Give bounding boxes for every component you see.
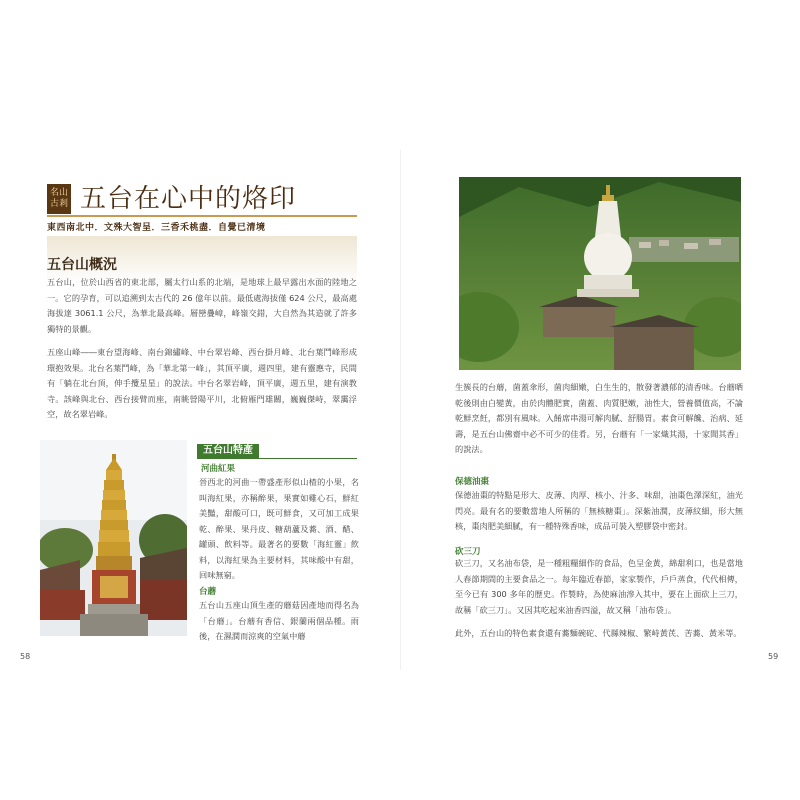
page-number-right: 59 [768,652,779,661]
page-gutter [400,150,401,670]
specialty-item-title: 砍三刀 [455,547,481,557]
white-stupa-photo [459,177,741,370]
golden-pagoda-photo [40,440,187,636]
specialty-item-title: 保德油棗 [455,477,490,487]
specialty-item-text: 砍三刀，又名油布袋，是一種粗糧細作的食品，色呈金黃，綿甜利口，也是當地人春節期間的主要食品之一。每年臨近春節，家家製作，戶戶蒸食，代代相傳，至今已有 300 多年的歷史。作製時，為使麻油滲入其中，要在上面砍上三刀，故稱「砍三刀」。又因其吃起來油香四溢，故又稱「油布袋」。 [455,558,743,615]
badge-line-1: 名山 [49,188,68,198]
white-stupa-illustration [459,177,741,370]
specialty-item-title: 河曲紅果 [201,464,236,474]
category-badge [47,184,71,214]
specialty-tag: 五台山特產 [197,444,259,458]
specialty-item-text: 五台山五座山頂生產的蘑菇因產地而得名為「台蘑」。台蘑有香信、銀蘭兩個品種。雨後，在濕潤而涼爽的空氣中蘑 [199,600,359,641]
specialty-item-text: 保德油棗的特點是形大、皮薄、肉厚、核小、汁多、味甜，油棗色澤深紅，油光閃亮。最有名的要數當地人所稱的「無核糖棗」。深紫油潤，皮薄紋細，形大無核，棗肉肥美細膩，有一種特殊香味，成品可裝入塑膠袋中密封。 [455,490,743,531]
overview-paragraph-2: 五座山峰――東台望海峰、南台錦繡峰、中台翠岩峰、西台掛月峰、北台葉鬥峰形成環抱效果。北台名葉鬥峰，為「華北第一峰」，其頂平廣，週四里，建有靈應寺，民間有「躺在北台頂，伸手攬星星」的說法。中台名翠岩峰，頂平廣，週五里，建有演教寺。該峰與北台、西台接臂而座，南眺營陽平川，北俯雁門雄關，巍巍傑峙，翠靄浮空，故名翠岩峰。 [47,347,357,419]
specialty-rule [197,458,357,459]
title-rule [47,215,357,217]
specialty-item-text: 晉西北的河曲一帶盛產形似山楂的小果，名叫海紅果，亦稱醉果，果實如雞心石，鮮紅美豔，甜酸可口，既可鮮食，又可加工成果乾、醉果、果丹皮、糖葫蘆及蕎、酒、醋、罐頭、飲料等。最著名的要數「海紅靈」飲料，以海紅果為主要材料，其味酸中有甜，回味無窮。 [199,477,359,580]
section-heading: 五台山概況 [47,257,117,273]
chapter-title: 五台在心中的烙印 [80,184,297,214]
golden-pagoda-illustration [40,440,187,636]
overview-paragraph-1: 五台山，位於山西省的東北部，屬太行山系的北端，是地球上最早露出水面的陸地之一。它的孕育，可以追溯到太古代的 26 億年以前。最低處海拔僅 624 公尺，最高處海拔達 3061.1 公尺，為華北最高峰。層巒疊嶂，峰嶺交錯，大自然為其造就了許多獨特的景觀。 [47,277,357,334]
closing-paragraph: 此外，五台山的特色素食還有蕎麵碗砣、代縣辣椒、繁峙黃芪、苦蕎、黃米等。 [455,628,742,638]
continued-paragraph: 生簇長的台蘑，菌蓋傘形，菌肉細嫩，白生生的，散發著濃郁的清香味。台蘑晒乾後則由白變黃，由於肉體肥實，菌蓋、肉質肥嫩，油性大，營養價值高，不論乾鮮烹飪，都別有風味。入餚席串湯可解肉膩、舒腸胃。素食可解饞、治病、延壽，是五台山佛齋中必不可少的佳肴。另，台蘑有「一家熾其湯，十家聞其香」的說法。 [455,382,743,454]
page-number-left: 58 [20,652,31,661]
specialty-item-title: 台蘑 [199,587,217,597]
badge-line-2: 古剎 [49,199,68,209]
chapter-subtitle: 東西南北中．文殊大智呈．三香禾桃盡．自覺已清境 [47,223,266,233]
